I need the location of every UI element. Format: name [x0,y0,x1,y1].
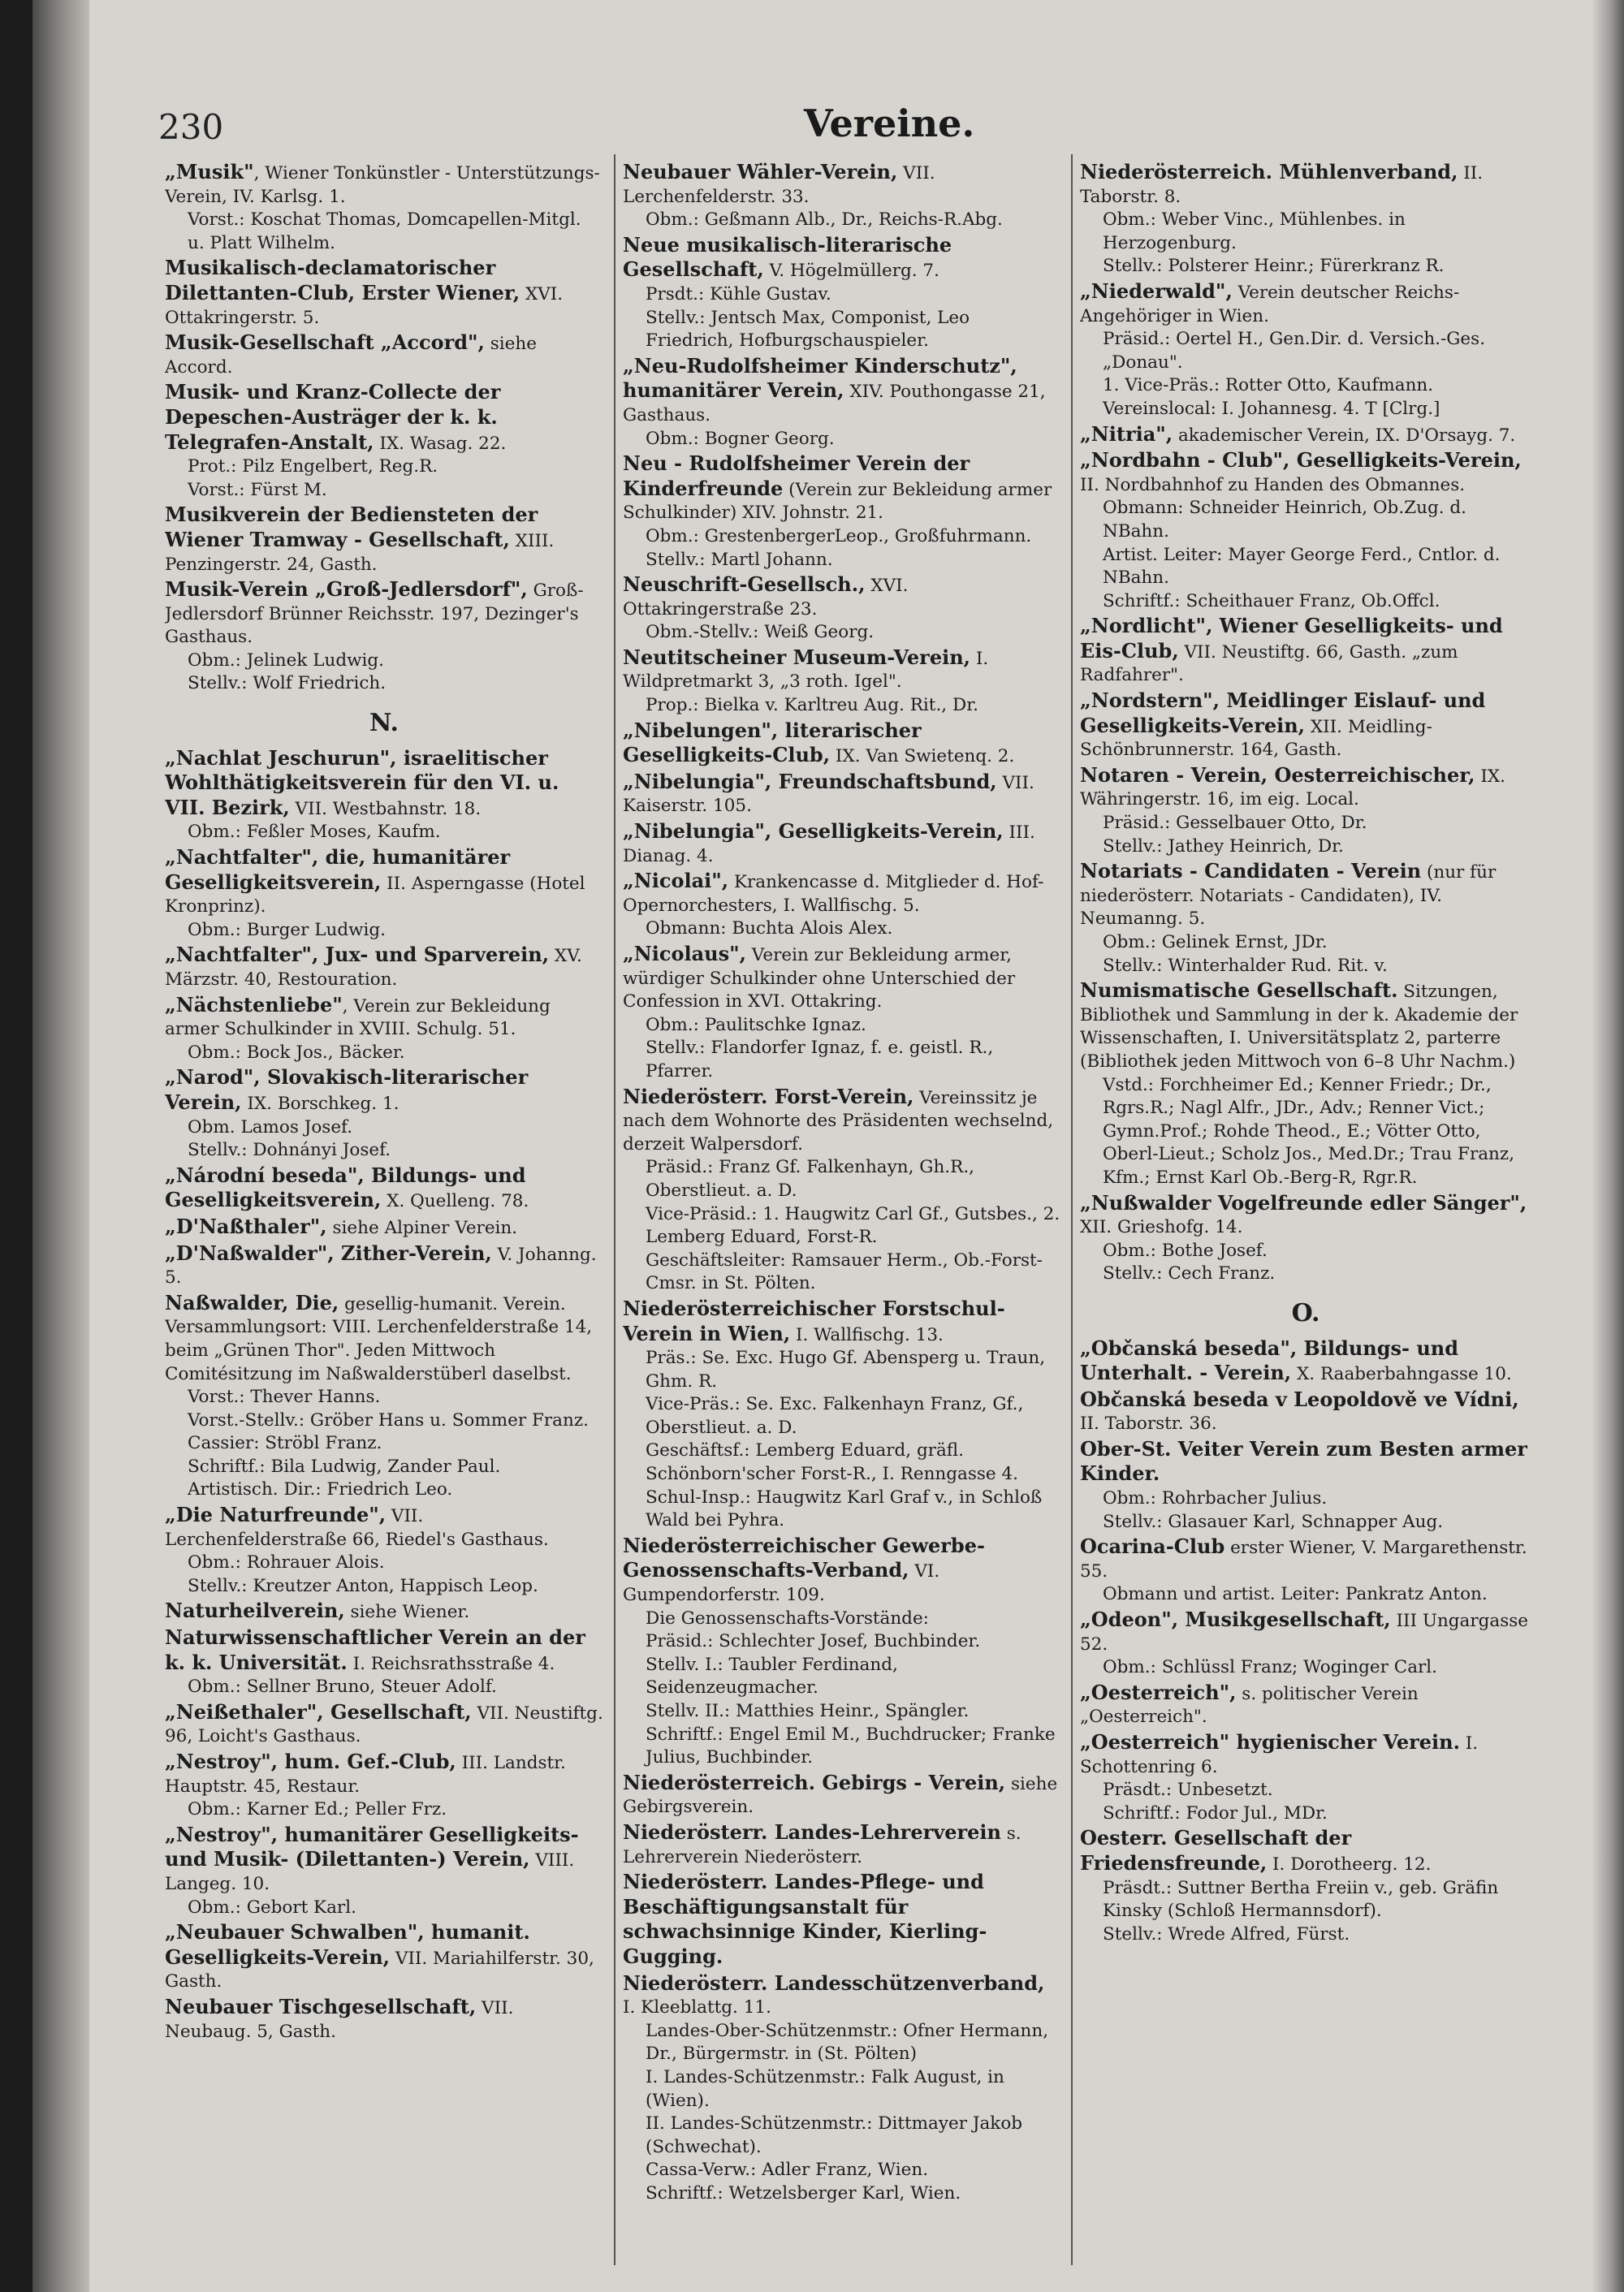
entry-officer-line: Prop.: Bielka v. Karltreu Aug. Rit., Dr. [646,695,978,716]
directory-entry [165,846,603,942]
directory-entry [1080,979,1531,1189]
column-rule [1071,154,1073,2265]
directory-entry [1080,1608,1531,1680]
entry-name: Niederösterr. Landes-Pflege- und Beschäftigungsanstalt für schwachsinnige Kinder, Kierling-Gugging. [623,1870,987,1968]
directory-entry [165,994,603,1065]
directory-entry [165,381,603,502]
entry-name: Naturheilverein, [165,1599,345,1623]
entry-name: Niederösterreichischer Gewerbe-Genossenschafts-Verband, [623,1533,985,1582]
entry-officer-line: Stellv.: Polsterer Heinr.; Fürerkranz R. [1103,256,1445,277]
page-edge-shadow [1592,0,1624,2292]
directory-entry [1080,1388,1531,1436]
entry-address: XII. Grieshofg. 14. [1080,1217,1243,1238]
entry-address: VII. Neubaug. 5, Gasth. [165,1997,514,2042]
entry-address: siehe Gebirgsverein. [623,1773,1058,1818]
entry-officer-line: Schriftf.: Fodor Jul., MDr. [1103,1802,1328,1824]
entry-officer-line: Stellv.: Dohnányi Josef. [188,1140,391,1161]
entry-officer-line: Obm.: Rohrbacher Julius. [1103,1488,1328,1509]
entry-address: VIII. Langeg. 10. [165,1850,575,1894]
entry-address: VII. Westbahnstr. 18. [289,798,482,819]
entry-officer-line: Obm.: Jelinek Ludwig. [188,650,384,671]
entry-officer-line: Stellv. II.: Matthies Heinr., Spängler. [646,1701,970,1721]
entry-address: IX. Borschkeg. 1. [241,1093,400,1114]
entry-address: III. Dianag. 4. [623,822,1035,866]
entry-officer-line: Obmann: Buchta Alois Alex. [646,918,893,939]
entry-name: „Oesterreich", [1080,1680,1237,1704]
entry-officer-line: Obm.: Bock Jos., Bäcker. [188,1042,405,1063]
entry-name: „Nitria", [1080,421,1173,446]
entry-name: „Nibelungia", Geselligkeits-Verein, [623,819,1004,844]
entry-officer-line: Stellv.: Winterhalder Rud. Rit. v. [1103,955,1388,976]
entry-officer-line: Obm.: Bogner Georg. [646,428,835,449]
directory-entry [623,1086,1061,1296]
directory-entry [165,1242,603,1290]
entry-officer-line: Stellv.: Flandorfer Ignaz, f. e. geistl. R., Pfarrer. [646,1038,994,1081]
entry-name: Musik- und Kranz-Collecte der Depeschen-Austräger der k. k. Telegrafen-Anstalt, [165,380,501,454]
entry-officer-line: Stellv.: Jentsch Max, Componist, Leo Friedrich, Hofburgschauspieler. [646,307,970,352]
entry-officer-line: Obmann: Schneider Heinrich, Ob.Zug. d. NBahn. [1103,498,1466,542]
directory-entry [623,943,1061,1084]
entry-address: II. Nordbahnhof zu Handen des Obmannes. [1080,474,1466,495]
entry-name: „Narod", Slovakisch-literarischer Verein, [165,1065,529,1114]
directory-entry [623,870,1061,941]
entry-name: Oesterr. Gesellschaft der Friedensfreunde, [1080,1826,1352,1875]
page-number: 230 [158,107,224,147]
entry-officer-line: Die Genossenschafts-Vorstände: [646,1608,929,1629]
entry-officer-line: Prot.: Pilz Engelbert, Reg.R. [188,456,438,477]
entry-name: Niederösterreich. Gebirgs - Verein, [623,1770,1006,1794]
entry-address: erster Wiener, V. Margarethenstr. 55. [1080,1538,1527,1582]
entry-address: akademischer Verein, IX. D'Orsayg. 7. [1173,425,1516,446]
entry-address: siehe Alpiner Verein. [326,1217,518,1238]
directory-entry [623,646,1061,718]
entry-officer-line: Präsid.: Gesselbauer Otto, Dr. [1103,813,1367,834]
entry-address: X. Quelleng. 78. [381,1191,529,1212]
entry-officer-line: Artistisch. Dir.: Friedrich Leo. [188,1479,453,1500]
directory-entry [1080,689,1531,762]
entry-name: „Nestroy", hum. Gef.-Club, [165,1750,456,1773]
directory-entry [623,770,1061,818]
entry-name: „Nibelungia", Freundschaftsbund, [623,769,997,793]
book-page [32,0,1624,2292]
directory-entry [165,1599,603,1625]
entry-officer-line: Geschäftsleiter: Ramsauer Herm., Ob.-Forst-Cmsr. in St. Pölten. [646,1250,1043,1294]
entry-address: II. Taborstr. 36. [1080,1414,1217,1435]
entry-name: Numismatische Gesellschaft. [1080,978,1398,1003]
entry-name: Niederösterreich. Mühlenverband, [1080,161,1458,183]
entry-address: IX. Währingerstr. 16, im eig. Local. [1080,766,1505,810]
entry-officer-line: Präsdt.: Unbesetzt. [1103,1780,1273,1801]
entry-address: II. Taborstr. 8. [1080,163,1484,207]
entry-name: „D'Naßthaler", [165,1214,327,1238]
directory-entry [165,1996,603,2044]
entry-address: VII. Neustiftg. 66, Gasth. „zum Radfahrer". [1080,641,1458,686]
entry-name: Niederösterreichischer Forstschul-Verein in Wien, [623,1296,1005,1345]
entry-officer-line: Obm.: Geßmann Alb., Dr., Reichs-R.Abg. [646,209,1003,231]
section-heading: N. [369,709,399,738]
directory-entry [623,1821,1061,1869]
entry-address: Verein zur Bekleidung armer, würdiger Schulkinder ohne Unterschied der Confession in XVI. Ottakring. [623,945,1016,1012]
directory-entry [1080,1337,1531,1387]
entry-officer-line: Vice-Präsid.: 1. Haugwitz Carl Gf., Gutsbes., 2. Lemberg Eduard, Forst-R. [646,1203,1060,1248]
entry-name: Niederösterr. Landes-Lehrerverein [623,1819,1001,1844]
directory-entry [623,1772,1061,1819]
entry-officer-line: Cassa-Verw.: Adler Franz, Wien. [646,2160,929,2181]
entry-address: VII. Mariahilferstr. 30, Gasth. [165,1948,594,1992]
directory-entry [1080,449,1531,613]
entry-name: Notaren - Verein, Oesterreichischer, [1080,762,1475,787]
entry-officer-line: Vorst.: Koschat Thomas, Domcapellen-Mitgl. u. Platt Wilhelm. [188,209,581,253]
entry-officer-line: Vice-Präs.: Se. Exc. Falkenhayn Franz, Gf., Oberstlieut. a. D. [646,1394,1024,1438]
entry-name: Musik-Verein „Groß-Jedlersdorf", [165,577,528,602]
entry-address: XIV. Pouthongasse 21, Gasthaus. [623,382,1046,425]
entry-name: „Nordbahn - Club", Geselligkeits-Verein, [1080,448,1522,473]
directory-entry [165,747,603,844]
entry-address: I. Schottenring 6. [1080,1733,1479,1777]
entry-officer-line: Obm.: Rohrauer Alois. [188,1552,385,1573]
entry-officer-line: Cassier: Ströbl Franz. [188,1433,382,1454]
entry-name: Musikverein der Bediensteten der Wiener Tramway - Gesellschaft, [165,503,538,551]
entry-name: „Nachtfalter", die, humanitärer Geselligkeitsverein, [165,845,511,894]
entry-name: Notariats - Candidaten - Verein [1080,859,1422,883]
directory-entry [165,503,603,576]
entry-officer-line: Stellv.: Martl Johann. [646,549,833,570]
entry-address: siehe Accord. [165,334,537,378]
entry-officer-line: Obm.: Paulitschke Ignaz. [646,1014,866,1035]
entry-officer-line: Stellv. I.: Taubler Ferdinand, Seidenzeugmacher. [646,1654,898,1698]
column-rule [614,154,615,2265]
directory-entry [165,1292,603,1502]
entry-name: Musik-Gesellschaft „Accord", [165,330,485,355]
directory-entry [623,1534,1061,1770]
entry-name: „Oesterreich" hygienischer Verein. [1080,1730,1460,1754]
entry-name: Neu - Rudolfsheimer Verein der Kinderfreunde [623,451,970,500]
directory-entry [1080,1535,1531,1607]
directory-entry [165,1504,603,1598]
directory-entry [1080,423,1531,448]
entry-name: „Neubauer Schwalben", humanit. Geselligkeits-Verein, [165,1920,530,1969]
entry-officer-line: Geschäftsf.: Lemberg Eduard, gräfl. Schönborn'scher Forst-R., I. Renngasse 4. [646,1440,1018,1485]
entry-name: „Die Naturfreunde", [165,1503,387,1527]
entry-officer-line: Landes-Ober-Schützenmstr.: Ofner Hermann, Dr., Bürgermstr. in (St. Pölten) [646,2020,1049,2065]
entry-name: „Neißethaler", Gesellschaft, [165,1699,472,1724]
directory-entry [623,234,1061,353]
directory-entry [1080,1192,1531,1286]
entry-address: I. Wildpretmarkt 3, „3 roth. Igel". [623,648,989,693]
entry-name: „Nordlicht", Wiener Geselligkeits- und Eis-Club, [1080,614,1503,663]
directory-entry [165,943,603,991]
entry-name: „D'Naßwalder", Zither-Verein, [165,1241,492,1265]
entry-officer-line: Präsid.: Franz Gf. Falkenhayn, Gh.R., Oberstlieut. a. D. [646,1157,974,1201]
entry-address: VII. Kaiserstr. 105. [623,772,1034,817]
entry-name: „Niederwald", [1080,278,1233,303]
entry-name: „Nibelungen", literarischer Geselligkeits-Club, [623,718,922,767]
entry-officer-line: Stellv.: Jathey Heinrich, Dr. [1103,835,1344,857]
entry-address: I. Wallfischg. 13. [790,1324,944,1345]
entry-address: (Verein zur Bekleidung armer Schulkinder) XIV. Johnstr. 21. [623,479,1052,524]
directory-entry [1080,280,1531,421]
entry-address: III Ungargasse 52. [1080,1611,1529,1655]
entry-name: Neuschrift-Gesellsch., [623,572,866,597]
directory-entry [623,161,1061,232]
entry-officer-line: Präsdt.: Suttner Bertha Freiin v., geb. Gräfin Kinsky (Schloß Hermannsdorf). [1103,1877,1499,1922]
book-gutter [32,0,89,2292]
directory-entry [623,452,1061,572]
entry-officer-line: I. Landes-Schützenmstr.: Falk August, in (Wien). [646,2066,1004,2111]
entry-name: „Nordstern", Meidlinger Eislauf- und Geselligkeits-Verein, [1080,688,1486,737]
entry-officer-line: Vorst.: Fürst M. [188,479,327,500]
entry-name: Neutitscheiner Museum-Verein, [623,645,971,669]
directory-entry [623,1972,1061,2206]
entry-address: siehe Wiener. [344,1602,470,1623]
directory-entry [1080,860,1531,978]
entry-name: „Musik" [165,161,254,183]
entry-name: Neubauer Wähler-Verein, [623,161,898,183]
entry-address: III. Landstr. Hauptstr. 45, Restaur. [165,1753,566,1797]
directory-entry [1080,1681,1531,1729]
entry-name: „Nestroy", humanitärer Geselligkeits- und Musik- (Dilettanten-) Verein, [165,1822,579,1871]
directory-entry [623,1871,1061,1970]
directory-entry [1080,161,1531,278]
entry-name: „Národní beseda", Bildungs- und Geselligkeitsverein, [165,1163,526,1212]
entry-officer-line: Präs.: Se. Exc. Hugo Gf. Abensperg u. Traun, Ghm. R. [646,1348,1046,1392]
entry-name: Neubauer Tischgesellschaft, [165,1994,477,2018]
directory-entry [165,1750,603,1822]
entry-address: II. Asperngasse (Hotel Kronprinz). [165,873,585,917]
entry-officer-line: II. Landes-Schützenmstr.: Dittmayer Jakob (Schwechat). [646,2113,1023,2157]
entry-address: I. Dorotheerg. 12. [1267,1854,1432,1875]
directory-entry [165,1824,603,1919]
entry-name: „Nicolai", [623,869,729,893]
directory-entry [1080,1731,1531,1825]
directory-entry [623,573,1061,645]
directory-entry [165,1164,603,1214]
entry-name: Občanská beseda v Leopoldově ve Vídni, [1080,1387,1519,1411]
entry-officer-line: Präsid.: Schlechter Josef, Buchbinder. [646,1631,981,1652]
entry-address: XV. Märzstr. 40, Restouration. [165,946,582,990]
entry-officer-line: Obm.: Feßler Moses, Kaufm. [188,822,441,843]
entry-address: VII. Lerchenfelderstr. 33. [623,163,935,207]
entry-officer-line: Obm.: Burger Ludwig. [188,919,386,940]
entry-name: Naßwalder, Die, [165,1290,339,1314]
entry-officer-line: Obm.-Stellv.: Weiß Georg. [646,622,875,643]
entry-address: I. Kleeblattg. 11. [623,1997,771,2018]
directory-entry [1080,764,1531,858]
entry-name: Musikalisch-declamatorischer Dilettanten-Club, Erster Wiener, [165,256,520,304]
entry-address: XVI. Ottakringerstr. 5. [165,283,564,328]
directory-entry [623,1297,1061,1533]
entry-officer-line: Vstd.: Forchheimer Ed.; Kenner Friedr.; Dr., Rgrs.R.; Nagl Alfr., JDr., Adv.; Renner Vict.; Gymn.Prof.; Rohde Theod., E.; Vötter Otto, Oberl-Lieut.; Scholz Jos., Med.Dr.; Trau Franz, Kfm.; Ernst Karl Ob.-Berg-R, Rgr.R. [1103,1074,1515,1188]
directory-entry [1080,1827,1531,1946]
entry-officer-line: Obmann und artist. Leiter: Pankratz Anton. [1103,1584,1488,1605]
column-1 [165,161,603,2264]
entry-address: V. Högelmüllerg. 7. [763,261,939,282]
entry-officer-line: Präsid.: Oertel H., Gen.Dir. d. Versich.-Ges. „Donau". [1103,329,1486,373]
entry-officer-line: Vorst.-Stellv.: Gröber Hans u. Sommer Franz. [188,1409,589,1431]
entry-name: „Nicolaus", [623,942,746,965]
directory-entry [623,820,1061,868]
directory-entry [165,331,603,379]
entry-name: Ocarina-Club [1080,1534,1225,1559]
entry-address: V. Johanng. 5. [165,1244,597,1288]
entry-officer-line: Stellv.: Wolf Friedrich. [188,673,387,694]
directory-entry [165,1701,603,1749]
directory-entry [165,1626,603,1699]
entry-address: IX. Van Swietenq. 2. [830,746,1015,767]
entry-officer-line: Schriftf.: Engel Emil M., Buchdrucker; Franke Julius, Buchbinder. [646,1724,1056,1768]
entry-address: XIII. Penzingerstr. 24, Gasth. [165,530,555,575]
entry-address: XVI. Ottakringerstraße 23. [623,576,909,619]
section-heading: O. [1291,1298,1320,1327]
entry-address: s. politischer Verein „Oesterreich". [1080,1683,1419,1728]
directory-entry [623,719,1061,769]
entry-officer-line: Artist. Leiter: Mayer George Ferd., Cntlor. d. NBahn. [1103,544,1501,589]
entry-officer-line: Stellv.: Glasauer Karl, Schnapper Aug. [1103,1511,1444,1532]
entry-name: Ober-St. Veiter Verein zum Besten armer Kinder. [1080,1436,1527,1486]
entry-name: „Nußwalder Vogelfreunde edler Sänger", [1080,1190,1527,1215]
column-3 [1080,161,1531,2264]
entry-name: „Nachtfalter", Jux- und Sparverein, [165,943,550,967]
entry-address: XII. Meidling-Schönbrunnerstr. 164, Gasth. [1080,716,1432,761]
entry-address: s. Lehrerverein Niederösterr. [623,1823,1021,1867]
column-2 [623,161,1061,2264]
entry-address: IX. Wasag. 22. [374,433,507,454]
entry-address: Krankencasse d. Mitglieder d. Hof-Opernorchesters, I. Wallfischg. 5. [623,872,1044,916]
directory-entry [165,257,603,330]
entry-officer-line: Obm.: Schlüssl Franz; Woginger Carl. [1103,1657,1437,1678]
entry-name: „Odeon", Musikgesellschaft, [1080,1608,1391,1632]
directory-entry [165,1066,603,1162]
entry-officer-line: Schriftf.: Wetzelsberger Karl, Wien. [646,2182,961,2204]
entry-name: Niederösterr. Landesschützenverband, [623,1970,1045,1995]
directory-entry [165,1921,603,1994]
entry-address: gesellig-humanit. Verein. Versammlungsort: VIII. Lerchenfelderstraße 14, beim „Grünen Thor". Jeden Mittwoch Comitésitzung im Naßwalderstüberl daselbst. [165,1293,593,1384]
entry-name: Neue musikalisch-literarische Gesellschaft, [623,232,952,282]
entry-officer-line: Obm.: Bothe Josef. [1103,1240,1268,1261]
entry-officer-line: Stellv.: Kreutzer Anton, Happisch Leop. [188,1575,538,1596]
entry-address: X. Raaberbahngasse 10. [1291,1364,1512,1385]
directory-entry [165,161,603,255]
directory-entry [1080,1438,1531,1534]
entry-address: VII. Neustiftg. 96, Loicht's Gasthaus. [165,1703,603,1747]
directory-entry [165,578,603,696]
running-head: Vereine. [804,101,975,145]
entry-address: VII. Lerchenfelderstraße 66, Riedel's Gasthaus. [165,1506,549,1550]
entry-name: „Neu-Rudolfsheimer Kinderschutz", humanitärer Verein, [623,353,1017,403]
entry-officer-line: Obm.: Sellner Bruno, Steuer Adolf. [188,1677,497,1698]
entry-address: Vereinssitz je nach dem Wohnorte des Präsidenten wechselnd, derzeit Walpersdorf. [623,1087,1054,1155]
entry-officer-line: Prsdt.: Kühle Gustav. [646,283,831,304]
entry-officer-line: Schriftf.: Scheithauer Franz, Ob.Offcl. [1103,590,1440,611]
entry-address: VI. Gumpendorferstr. 109. [623,1561,940,1606]
entry-address: Groß-Jedlersdorf Brünner Reichsstr. 197, Dezinger's Gasthaus. [165,581,584,648]
entry-address: Verein deutscher Reichs-Angehöriger in Wien. [1080,282,1460,326]
entry-officer-line: Obm.: Gebort Karl. [188,1897,356,1918]
entry-name: „Nachlat Jeschurun", israelitischer Wohlthätigkeitsverein für den VI. u. VII. Bezirk, [165,745,559,819]
directory-entry [165,1215,603,1241]
entry-name: Niederösterr. Forst-Verein, [623,1084,914,1108]
entry-officer-line: Obm.: Weber Vinc., Mühlenbes. in Herzogenburg. [1103,209,1406,253]
entry-officer-line: Stellv.: Cech Franz. [1103,1263,1276,1284]
entry-name: „Nächstenliebe" [165,992,343,1017]
entry-officer-line: 1. Vice-Präs.: Rotter Otto, Kaufmann. [1103,375,1434,396]
entry-officer-line: Obm. Lamos Josef. [188,1116,353,1137]
entry-officer-line: Vereinslocal: I. Johannesg. 4. T [Clrg.] [1103,398,1440,419]
directory-entry [623,355,1061,451]
entry-address: Sitzungen, Bibliothek und Sammlung in der k. Akademie der Wissenschaften, I. Universitätsplatz 2, parterre (Bibliothek jeden Mittwoch von 6–8 Uhr Nachm.) [1080,982,1518,1072]
entry-officer-line: Vorst.: Thever Hanns. [188,1387,381,1408]
entry-name: Naturwissenschaftlicher Verein an der k. k. Universität. [165,1625,585,1674]
entry-address: (nur für niederösterr. Notariats - Candidaten), IV. Neumanng. 5. [1080,862,1497,930]
entry-officer-line: Stellv.: Wrede Alfred, Fürst. [1103,1923,1350,1945]
entry-address: I. Reichsrathsstraße 4. [347,1653,555,1674]
entry-name: „Občanská beseda", Bildungs- und Unterhalt. - Verein, [1080,1336,1459,1385]
entry-address: , Wiener Tonkünstler - Unterstützungs-Verein, IV. Karlsg. 1. [165,163,600,207]
entry-officer-line: Obm.: Karner Ed.; Peller Frz. [188,1799,447,1820]
entry-officer-line: Obm.: Gelinek Ernst, JDr. [1103,932,1328,952]
entry-officer-line: Obm.: GrestenbergerLeop., Großfuhrmann. [646,525,1032,546]
entry-officer-line: Schul-Insp.: Haugwitz Karl Graf v., in Schloß Wald bei Pyhra. [646,1487,1043,1531]
entry-officer-line: Schriftf.: Bila Ludwig, Zander Paul. [188,1456,501,1477]
directory-entry [1080,615,1531,688]
entry-address: , Verein zur Bekleidung armer Schulkinder in XVIII. Schulg. 51. [165,995,551,1040]
